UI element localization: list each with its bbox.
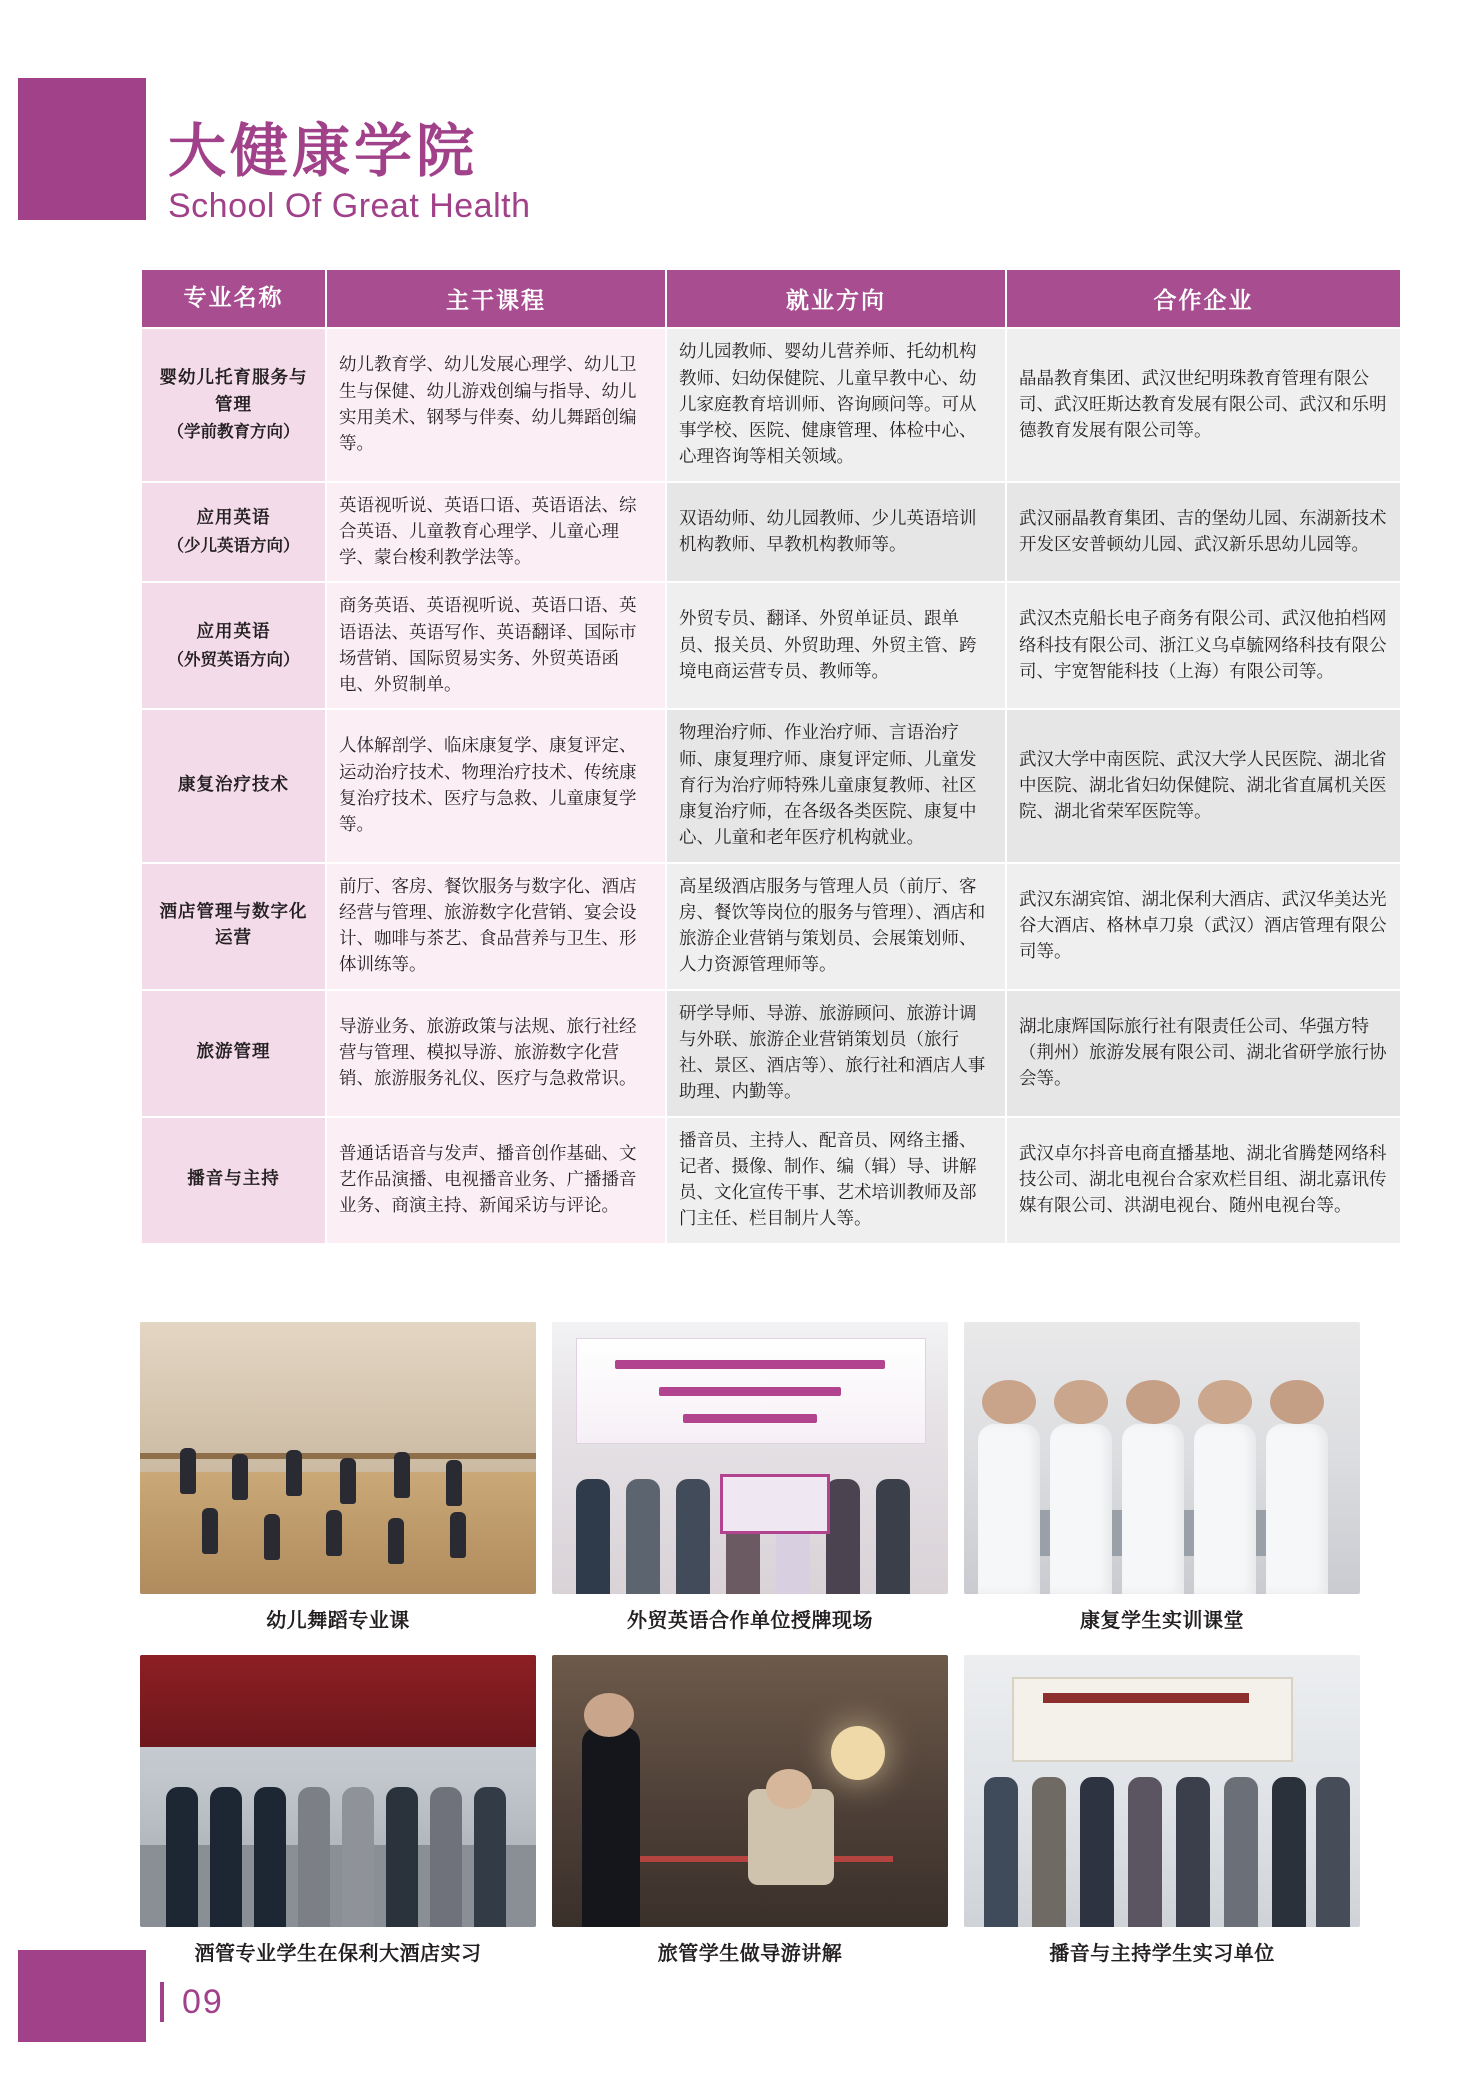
major-name-text: 酒店管理与数字化运营: [159, 901, 308, 949]
hotel-internship-photo: [140, 1655, 536, 1927]
cell-major-name: [141, 709, 326, 862]
rehab-training-photo: [964, 1322, 1360, 1594]
cell-courses: 幼儿教育学、幼儿发展心理学、幼儿卫生与保健、幼儿游戏创编与指导、幼儿实用美术、钢琴与伴奏、幼儿舞蹈创编等。: [326, 328, 666, 481]
major-name-text: 旅游管理: [196, 1041, 271, 1062]
cell-courses: 英语视听说、英语口语、英语语法、综合英语、儿童教育心理学、儿童心理学、蒙台梭利教学法等。: [326, 482, 666, 583]
major-name-text: 康复治疗技术: [178, 774, 289, 795]
column-header-partners: 合作企业: [1006, 269, 1401, 328]
table-row: [141, 863, 1401, 990]
major-name-sub: （外贸英语方向）: [167, 649, 300, 669]
cell-partners: 武汉杰克船长电子商务有限公司、武汉他拍档网络科技有限公司、浙江义乌卓毓网络科技有限公司、宇宽智能科技（上海）有限公司等。: [1006, 582, 1401, 709]
decor-bar-bottom-left: [18, 1950, 146, 2042]
major-name-text: 应用英语: [196, 622, 271, 643]
cell-major-name: [141, 990, 326, 1117]
major-name-text: 婴幼儿托育服务与管理: [159, 368, 308, 415]
cell-major-name: [141, 328, 326, 481]
table-row: [141, 1117, 1401, 1244]
photo-caption: 播音与主持学生实习单位: [1049, 1941, 1275, 1965]
signing-ceremony-photo: [552, 1322, 948, 1594]
cell-jobs: 物理治疗师、作业治疗师、言语治疗师、康复理疗师、康复评定师、儿童发育行为治疗师特殊儿童康复教师、社区康复治疗师，在各级各类医院、康复中心、儿童和老年医疗机构就业。: [666, 709, 1006, 862]
table-row: [141, 482, 1401, 583]
cell-jobs: 研学导师、导游、旅游顾问、旅游计调与外联、旅游企业营销策划员（旅行社、景区、酒店等）、旅行社和酒店人事助理、内勤等。: [666, 990, 1006, 1117]
cell-partners: 晶晶教育集团、武汉世纪明珠教育管理有限公司、武汉旺斯达教育发展有限公司、武汉和乐明德教育发展有限公司等。: [1006, 328, 1401, 481]
major-name-text: 播音与主持: [187, 1168, 280, 1189]
photo-caption: 外贸英语合作单位授牌现场: [627, 1608, 873, 1632]
photo-row-top: [140, 1322, 1360, 1647]
photo-caption: 幼儿舞蹈专业课: [266, 1608, 410, 1632]
cell-major-name: [141, 863, 326, 990]
cell-jobs: 播音员、主持人、配音员、网络主播、记者、摄像、制作、编（辑）导、讲解员、文化宣传干事、艺术培训教师及部门主任、栏目制片人等。: [666, 1117, 1006, 1244]
photo-gallery: [140, 1322, 1360, 1988]
photo-cell: [140, 1655, 536, 1980]
cell-jobs: 高星级酒店服务与管理人员（前厅、客房、餐饮等岗位的服务与管理）、酒店和旅游企业营销与策划员、会展策划师、人力资源管理师等。: [666, 863, 1006, 990]
cell-jobs: 双语幼师、幼儿园教师、少儿英语培训机构教师、早教机构教师等。: [666, 482, 1006, 583]
page-number: 09: [182, 1982, 224, 2021]
broadcasting-internship-photo: [964, 1655, 1360, 1927]
cell-jobs: 幼儿园教师、婴幼儿营养师、托幼机构教师、妇幼保健院、儿童早教中心、幼儿家庭教育培训师、咨询顾问等。可从事学校、医院、健康管理、体检中心、心理咨询等相关领域。: [666, 328, 1006, 481]
column-header-major: 专业名称: [141, 269, 326, 328]
column-header-jobs: 就业方向: [666, 269, 1006, 328]
cell-partners: 湖北康辉国际旅行社有限责任公司、华强方特（荆州）旅游发展有限公司、湖北省研学旅行协会等。: [1006, 990, 1401, 1117]
page-title-cn: 大健康学院: [168, 117, 479, 185]
table-header-row: [141, 269, 1401, 328]
photo-cell: [552, 1655, 948, 1980]
photo-caption: 酒管专业学生在保利大酒店实习: [194, 1941, 482, 1965]
cell-courses: 商务英语、英语视听说、英语口语、英语语法、英语写作、英语翻译、国际市场营销、国际贸易实务、外贸英语函电、外贸制单。: [326, 582, 666, 709]
table-row: [141, 582, 1401, 709]
photo-cell: [140, 1322, 536, 1647]
majors-table: [140, 268, 1402, 1245]
table-row: [141, 328, 1401, 481]
table-row: [141, 990, 1401, 1117]
cell-courses: 前厅、客房、餐饮服务与数字化、酒店经营与管理、旅游数字化营销、宴会设计、咖啡与茶艺、食品营养与卫生、形体训练等。: [326, 863, 666, 990]
major-name-text: 应用英语: [196, 508, 271, 529]
major-name-sub: （少儿英语方向）: [167, 535, 300, 555]
cell-partners: 武汉卓尔抖音电商直播基地、湖北省腾楚网络科技公司、湖北电视台合家欢栏目组、湖北嘉讯传媒有限公司、洪湖电视台、随州电视台等。: [1006, 1117, 1401, 1244]
photo-caption: 旅管学生做导游讲解: [657, 1941, 843, 1965]
dance-class-photo: [140, 1322, 536, 1594]
cell-courses: 人体解剖学、临床康复学、康复评定、运动治疗技术、物理治疗技术、传统康复治疗技术、医疗与急救、儿童康复学等。: [326, 709, 666, 862]
cell-major-name: [141, 1117, 326, 1244]
cell-major-name: [141, 482, 326, 583]
cell-partners: 武汉大学中南医院、武汉大学人民医院、湖北省中医院、湖北省妇幼保健院、湖北省直属机关医院、湖北省荣军医院等。: [1006, 709, 1401, 862]
page-tick: [160, 1982, 164, 2022]
cell-partners: 武汉东湖宾馆、湖北保利大酒店、武汉华美达光谷大酒店、格林卓刀泉（武汉）酒店管理有限公司等。: [1006, 863, 1401, 990]
photo-caption: 康复学生实训课堂: [1080, 1608, 1244, 1632]
tour-guide-photo: [552, 1655, 948, 1927]
photo-row-bottom: [140, 1655, 1360, 1980]
decor-bar-top-left: [18, 78, 146, 220]
cell-jobs: 外贸专员、翻译、外贸单证员、跟单员、报关员、外贸助理、外贸主管、跨境电商运营专员、教师等。: [666, 582, 1006, 709]
cell-partners: 武汉丽晶教育集团、吉的堡幼儿园、东湖新技术开发区安普顿幼儿园、武汉新乐思幼儿园等。: [1006, 482, 1401, 583]
cell-courses: 导游业务、旅游政策与法规、旅行社经营与管理、模拟导游、旅游数字化营销、旅游服务礼仪、医疗与急救常识。: [326, 990, 666, 1117]
column-header-courses: 主干课程: [326, 269, 666, 328]
cell-major-name: [141, 582, 326, 709]
table-row: [141, 709, 1401, 862]
page-title-en: School Of Great Health: [168, 186, 531, 225]
major-name-sub: （学前教育方向）: [167, 421, 300, 441]
photo-cell: [552, 1322, 948, 1647]
photo-cell: [964, 1322, 1360, 1647]
cell-courses: 普通话语音与发声、播音创作基础、文艺作品演播、电视播音业务、广播播音业务、商演主持、新闻采访与评论。: [326, 1117, 666, 1244]
photo-cell: [964, 1655, 1360, 1980]
page-number-block: [160, 1982, 224, 2022]
page-header: [168, 118, 531, 226]
